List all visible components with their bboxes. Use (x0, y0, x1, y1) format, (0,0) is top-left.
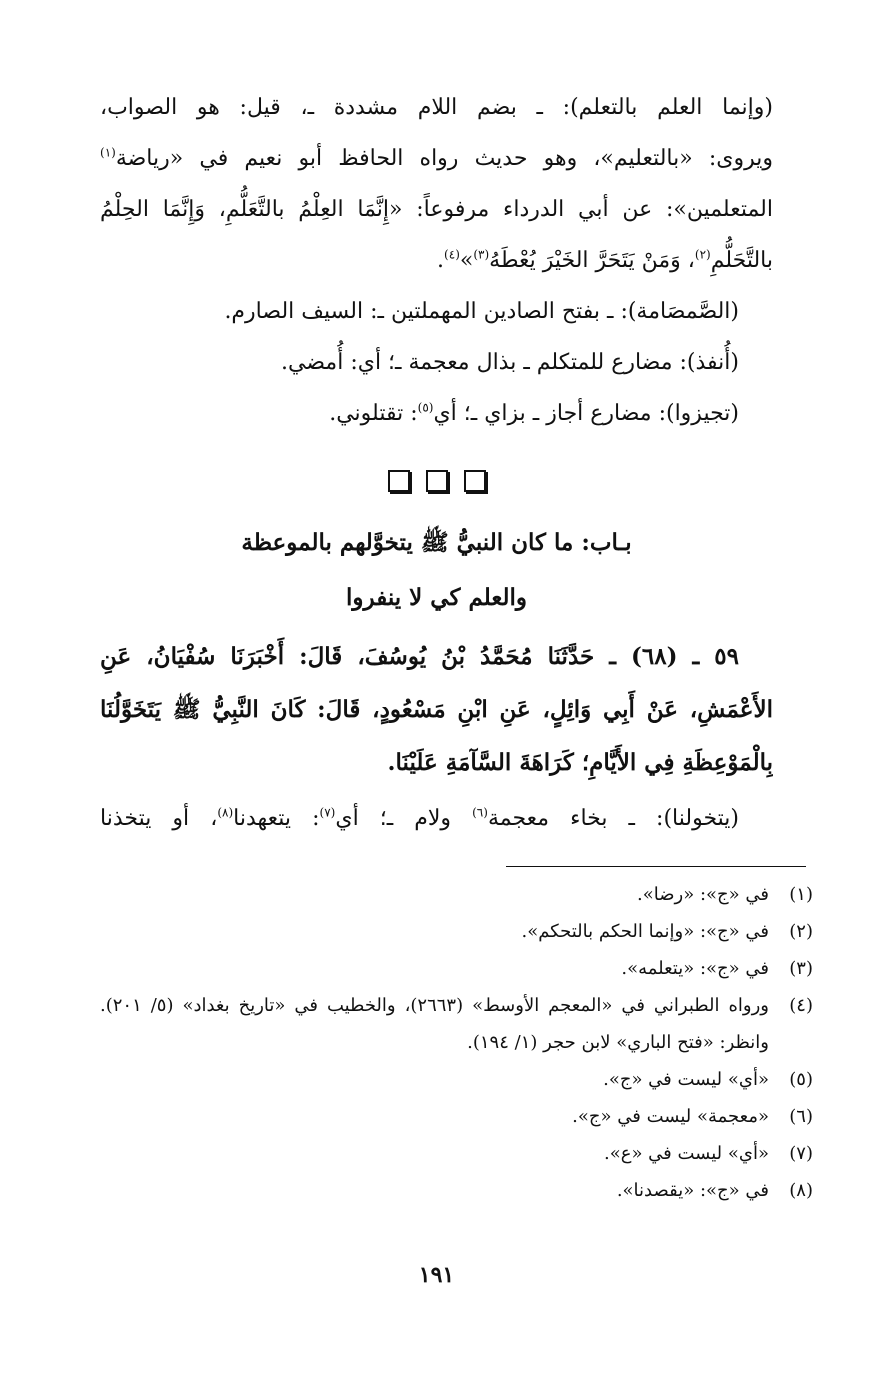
text-line: المتعلمين»: عن أبي الدرداء مرفوعاً: «إِنَّمَا العِلْمُ بالتَّعَلُّمِ، وَإِنَّمَا الحِلْمُ (100, 197, 773, 222)
text-line: ويروى: «بالتعليم»، وهو حديث رواه الحافظ أبو نعيم في «رياضة$^{(١)}$ (100, 145, 773, 171)
hadith-line: ٥٩ ـ (٦٨) ـ حَدَّثَنَا مُحَمَّدُ بْنُ يُوسُفَ، قَالَ: أَخْبَرَنَا سُفْيَانُ، عَنِ (100, 643, 739, 670)
footnote (100, 913, 813, 950)
square-ornament-icon (464, 470, 486, 492)
footnote-ref: (٥) (417, 400, 434, 415)
footnote-number: (٢) (789, 921, 813, 942)
text-line: (أُنفذ): مضارع للمتكلم ـ بذال معجمة ـ؛ أي: أُمضي. (281, 350, 739, 375)
footnote-number: (٣) (789, 958, 813, 979)
footnote-text: «أي» ليست في «ع». (603, 1143, 769, 1164)
footnote-text: في «ج»: «يقصدنا». (616, 1180, 769, 1201)
square-ornament-icon (426, 470, 448, 492)
footnote-text: في «ج»: «رضا». (637, 884, 769, 905)
text-line: بالتَّحَلُّمِ$^{(٢)}$، وَمَنْ يَتَحَرَّ الخَيْرَ يُعْطَهُ$^{(٣)}$»$^{(٤)}$. (437, 247, 773, 273)
footnote (100, 1172, 813, 1209)
footnote (100, 876, 813, 913)
chapter-title-line: والعلم كي لا ينفروا (346, 584, 527, 611)
footnote-text: في «ج»: «وإنما الحكم بالتحكم». (521, 921, 769, 942)
footnote-ref: (٦) (472, 805, 488, 820)
footnote-text: ورواه الطبراني في «المعجم الأوسط» (٢٦٦٣)، والخطيب في «تاريخ بغداد» (٥/ ٢٠١). وانظر: «فتح الباري» لابن حجر (١/ ١٩٤). (100, 995, 769, 1053)
hadith-line: الأَعْمَشِ، عَنْ أَبِي وَائِلٍ، عَنِ ابْنِ مَسْعُودٍ، قَالَ: كَانَ النَّبِيُّ ﷺ يَتَخَوَّلُنَا (100, 696, 773, 723)
commentary-text (100, 793, 773, 844)
hadith-line: بِالْمَوْعِظَةِ فِي الأَيَّامِ؛ كَرَاهَةَ السَّآمَةِ عَلَيْنَا. (387, 749, 773, 776)
text-line: (تجيزوا): مضارع أجاز ـ بزاي ـ؛ أي$^{(٥)}$: تقتلوني. (329, 400, 739, 426)
footnote-ref: (٢) (694, 247, 711, 262)
footnote (100, 950, 813, 987)
footnote-text: «معجمة» ليست في «ج». (572, 1106, 769, 1127)
footnotes (100, 876, 813, 1209)
footnote-number: (٨) (789, 1180, 813, 1201)
footnote-separator (506, 866, 806, 867)
page-number: ١٩١ (418, 1262, 455, 1288)
footnote-number: (٥) (789, 1069, 813, 1090)
chapter-title-line: بـاب: ما كان النبيُّ ﷺ يتخوَّلهم بالموعظة (241, 529, 632, 556)
text-line: (وإنما العلم بالتعلم): ـ بضم اللام مشددة ـ، قيل: هو الصواب، (100, 95, 773, 120)
footnote-ref: (١) (100, 145, 116, 160)
section-divider (0, 470, 873, 496)
footnote (100, 987, 813, 1061)
footnote-text: «أي» ليست في «ج». (603, 1069, 769, 1090)
footnote-number: (٦) (789, 1106, 813, 1127)
footnote-ref: (٤) (444, 247, 460, 262)
footnote-number: (١) (789, 884, 813, 905)
hadith-text (100, 630, 773, 789)
footnote (100, 1135, 813, 1172)
footnote (100, 1061, 813, 1098)
footnote-number: (٤) (789, 995, 813, 1016)
text-line: (الصَّمصَامة): ـ بفتح الصادين المهملتين ـ: السيف الصارم. (224, 299, 739, 324)
footnote-ref: (٧) (319, 805, 336, 820)
chapter-heading (100, 517, 773, 623)
square-ornament-icon (388, 470, 410, 492)
text-line: (يتخولنا): ـ بخاء معجمة$^{(٦)}$ ولام ـ؛ أي$^{(٧)}$: يتعهدنا$^{(٨)}$، أو يتخذنا (100, 805, 740, 831)
footnote-number: (٧) (789, 1143, 813, 1164)
footnote-ref: (٣) (473, 247, 490, 262)
footnote-ref: (٨) (217, 805, 234, 820)
chapter-prefix: بـاب: (581, 529, 632, 556)
footnote-text: في «ج»: «يتعلمه». (621, 958, 769, 979)
main-text (100, 82, 773, 439)
footnote (100, 1098, 813, 1135)
